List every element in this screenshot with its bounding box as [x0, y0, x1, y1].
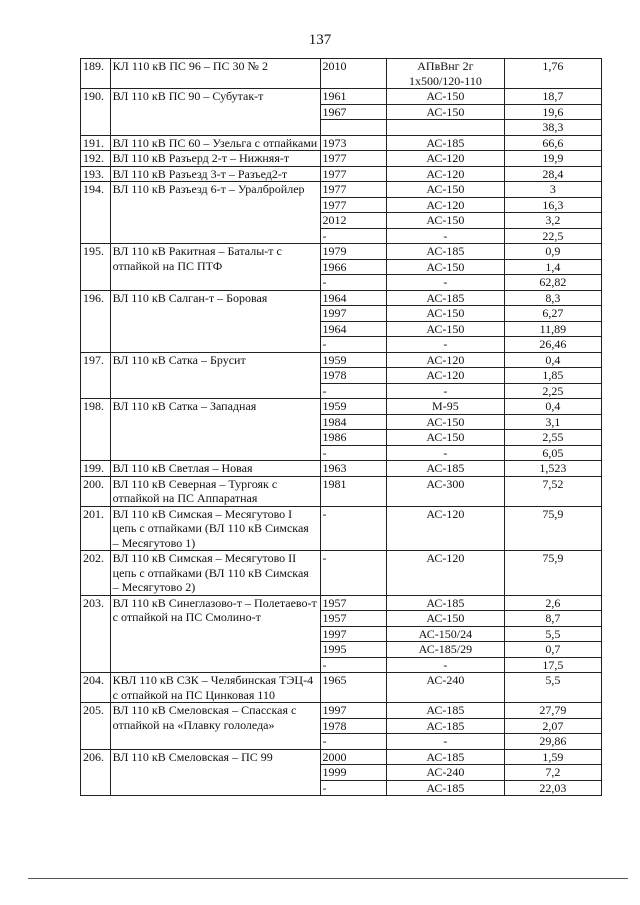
length-cell: 5,5 — [504, 626, 601, 642]
row-number: 200. — [81, 476, 111, 506]
table-row — [81, 703, 602, 719]
row-number: 193. — [81, 166, 111, 182]
wire-type-cell: - — [387, 734, 505, 750]
wire-type-cell: АС-150 — [387, 89, 505, 105]
table-row — [81, 89, 602, 105]
year-cell: 1963 — [320, 461, 387, 477]
year-cell: 1986 — [320, 430, 387, 446]
line-name: ВЛ 110 кВ ПС 60 – Узельга с отпайками — [110, 135, 320, 151]
year-cell: 1978 — [320, 718, 387, 734]
line-name: ВЛ 110 кВ Смеловская – ПС 99 — [110, 749, 320, 796]
table-body — [81, 59, 602, 796]
year-cell: - — [320, 780, 387, 796]
table-row — [81, 399, 602, 415]
row-number: 201. — [81, 506, 111, 551]
table-row — [81, 749, 602, 765]
year-cell: - — [320, 551, 387, 596]
length-cell: 0,7 — [504, 642, 601, 658]
line-name: ВЛ 110 кВ Салган-т – Боровая — [110, 290, 320, 352]
year-cell: 1984 — [320, 414, 387, 430]
year-cell: - — [320, 445, 387, 461]
year-cell: 1977 — [320, 166, 387, 182]
table-row — [81, 673, 602, 703]
length-cell: 26,46 — [504, 337, 601, 353]
length-cell: 3,1 — [504, 414, 601, 430]
year-cell: 1966 — [320, 259, 387, 275]
year-cell: 1959 — [320, 352, 387, 368]
year-cell: 1967 — [320, 104, 387, 120]
wire-type-cell: АС-150 — [387, 321, 505, 337]
row-number: 204. — [81, 673, 111, 703]
table-row — [81, 182, 602, 198]
length-cell: 22,5 — [504, 228, 601, 244]
table-row — [81, 461, 602, 477]
year-cell: 1978 — [320, 368, 387, 384]
year-cell: 1964 — [320, 290, 387, 306]
length-cell: 0,4 — [504, 399, 601, 415]
line-name: ВЛ 110 кВ Ракитная – Баталы-т с отпайкой на ПС ПТФ — [110, 244, 320, 291]
wire-type-cell: АС-185 — [387, 703, 505, 719]
line-name: КВЛ 110 кВ СЗК – Челябинская ТЭЦ-4 с отпайкой на ПС Цинковая 110 — [110, 673, 320, 703]
wire-type-cell: АС-120 — [387, 551, 505, 596]
row-number: 205. — [81, 703, 111, 750]
length-cell: 66,6 — [504, 135, 601, 151]
wire-type-cell — [387, 120, 505, 136]
year-cell: 1995 — [320, 642, 387, 658]
wire-type-cell: - — [387, 275, 505, 291]
length-cell: 29,86 — [504, 734, 601, 750]
year-cell: 1961 — [320, 89, 387, 105]
wire-type-cell: - — [387, 445, 505, 461]
year-cell: 1981 — [320, 476, 387, 506]
wire-type-cell: АС-185 — [387, 244, 505, 260]
length-cell: 3,2 — [504, 213, 601, 229]
year-cell: 1997 — [320, 626, 387, 642]
table-row — [81, 595, 602, 611]
year-cell: - — [320, 383, 387, 399]
row-number: 198. — [81, 399, 111, 461]
year-cell: 1959 — [320, 399, 387, 415]
table-row — [81, 59, 602, 89]
wire-type-cell: АС-185 — [387, 595, 505, 611]
length-cell: 1,59 — [504, 749, 601, 765]
year-cell: 1957 — [320, 611, 387, 627]
line-name: ВЛ 110 кВ Разъезд 6-т – Уралбройлер — [110, 182, 320, 244]
table-row — [81, 135, 602, 151]
power-lines-table — [80, 58, 602, 796]
wire-type-cell: АС-300 — [387, 476, 505, 506]
wire-type-cell: АС-120 — [387, 368, 505, 384]
year-cell: 1957 — [320, 595, 387, 611]
wire-type-cell: АС-150 — [387, 306, 505, 322]
table-row — [81, 244, 602, 260]
wire-type-cell: АС-150 — [387, 414, 505, 430]
wire-type-cell: - — [387, 657, 505, 673]
length-cell: 1,85 — [504, 368, 601, 384]
length-cell: 2,6 — [504, 595, 601, 611]
year-cell: - — [320, 228, 387, 244]
length-cell: 1,76 — [504, 59, 601, 89]
year-cell: - — [320, 734, 387, 750]
wire-type-cell: АС-120 — [387, 506, 505, 551]
year-cell: - — [320, 657, 387, 673]
year-cell: 1977 — [320, 197, 387, 213]
row-number: 194. — [81, 182, 111, 244]
row-number: 196. — [81, 290, 111, 352]
length-cell: 7,2 — [504, 765, 601, 781]
year-cell: - — [320, 506, 387, 551]
length-cell: 11,89 — [504, 321, 601, 337]
wire-type-cell: АС-185 — [387, 290, 505, 306]
length-cell: 75,9 — [504, 506, 601, 551]
row-number: 189. — [81, 59, 111, 89]
length-cell: 8,7 — [504, 611, 601, 627]
row-number: 206. — [81, 749, 111, 796]
row-number: 199. — [81, 461, 111, 477]
length-cell: 18,7 — [504, 89, 601, 105]
length-cell: 17,5 — [504, 657, 601, 673]
length-cell: 38,3 — [504, 120, 601, 136]
length-cell: 6,05 — [504, 445, 601, 461]
length-cell: 1,523 — [504, 461, 601, 477]
row-number: 202. — [81, 551, 111, 596]
line-name: ВЛ 110 кВ Смеловская – Спасская с отпайкой на «Плавку гололеда» — [110, 703, 320, 750]
length-cell: 2,07 — [504, 718, 601, 734]
length-cell: 22,03 — [504, 780, 601, 796]
wire-type-cell: АС-120 — [387, 151, 505, 167]
wire-type-cell: - — [387, 337, 505, 353]
length-cell: 19,9 — [504, 151, 601, 167]
wire-type-cell: АПвВнг 2г 1х500/120-110 — [387, 59, 505, 89]
line-name: ВЛ 110 кВ Северная – Тургояк с отпайкой на ПС Аппаратная — [110, 476, 320, 506]
length-cell: 16,3 — [504, 197, 601, 213]
wire-type-cell: АС-185 — [387, 135, 505, 151]
length-cell: 2,55 — [504, 430, 601, 446]
wire-type-cell: АС-185 — [387, 749, 505, 765]
wire-type-cell: АС-150 — [387, 104, 505, 120]
length-cell: 75,9 — [504, 551, 601, 596]
line-name: ВЛ 110 кВ Сатка – Брусит — [110, 352, 320, 399]
wire-type-cell: АС-185 — [387, 461, 505, 477]
wire-type-cell: АС-150 — [387, 430, 505, 446]
row-number: 203. — [81, 595, 111, 673]
line-name: ВЛ 110 кВ Симская – Месягутово I цепь с отпайками (ВЛ 110 кВ Симская – Месягутово 1) — [110, 506, 320, 551]
wire-type-cell: АС-185/29 — [387, 642, 505, 658]
line-name: КЛ 110 кВ ПС 96 – ПС 30 № 2 — [110, 59, 320, 89]
year-cell: 2000 — [320, 749, 387, 765]
line-name: ВЛ 110 кВ Синеглазово-т – Полетаево-т с отпайкой на ПС Смолино-т — [110, 595, 320, 673]
wire-type-cell: - — [387, 228, 505, 244]
year-cell: 2012 — [320, 213, 387, 229]
wire-type-cell: АС-150/24 — [387, 626, 505, 642]
wire-type-cell: АС-185 — [387, 718, 505, 734]
row-number: 192. — [81, 151, 111, 167]
table-row — [81, 151, 602, 167]
year-cell: 1973 — [320, 135, 387, 151]
length-cell: 1,4 — [504, 259, 601, 275]
wire-type-cell: АС-120 — [387, 352, 505, 368]
year-cell: 1977 — [320, 182, 387, 198]
wire-type-cell: АС-240 — [387, 673, 505, 703]
table-row — [81, 506, 602, 551]
row-number: 190. — [81, 89, 111, 136]
length-cell: 5,5 — [504, 673, 601, 703]
line-name: ВЛ 110 кВ Разъерд 2-т – Нижняя-т — [110, 151, 320, 167]
line-name: ВЛ 110 кВ Разъезд 3-т – Разъед2-т — [110, 166, 320, 182]
length-cell: 0,4 — [504, 352, 601, 368]
wire-type-cell: - — [387, 383, 505, 399]
year-cell: - — [320, 275, 387, 291]
wire-type-cell: АС-120 — [387, 166, 505, 182]
line-name: ВЛ 110 кВ Светлая – Новая — [110, 461, 320, 477]
length-cell: 3 — [504, 182, 601, 198]
wire-type-cell: АС-150 — [387, 611, 505, 627]
row-number: 197. — [81, 352, 111, 399]
bottom-rule — [28, 878, 628, 879]
length-cell: 28,4 — [504, 166, 601, 182]
wire-type-cell: АС-150 — [387, 259, 505, 275]
length-cell: 7,52 — [504, 476, 601, 506]
year-cell: 1997 — [320, 306, 387, 322]
year-cell: 1964 — [320, 321, 387, 337]
table-row — [81, 166, 602, 182]
row-number: 195. — [81, 244, 111, 291]
line-name: ВЛ 110 кВ Симская – Месягутово II цепь с отпайками (ВЛ 110 кВ Симская – Месягутово 2) — [110, 551, 320, 596]
line-name: ВЛ 110 кВ ПС 90 – Субутак-т — [110, 89, 320, 136]
year-cell: 1977 — [320, 151, 387, 167]
wire-type-cell: АС-185 — [387, 780, 505, 796]
table-row — [81, 290, 602, 306]
table-row — [81, 352, 602, 368]
year-cell: 1999 — [320, 765, 387, 781]
page-number: 137 — [308, 32, 332, 48]
wire-type-cell: АС-240 — [387, 765, 505, 781]
year-cell: 1979 — [320, 244, 387, 260]
year-cell: 2010 — [320, 59, 387, 89]
table-row — [81, 476, 602, 506]
wire-type-cell: АС-120 — [387, 197, 505, 213]
wire-type-cell: АС-150 — [387, 182, 505, 198]
length-cell: 27,79 — [504, 703, 601, 719]
year-cell: 1997 — [320, 703, 387, 719]
year-cell: 1965 — [320, 673, 387, 703]
length-cell: 2,25 — [504, 383, 601, 399]
line-name: ВЛ 110 кВ Сатка – Западная — [110, 399, 320, 461]
wire-type-cell: М-95 — [387, 399, 505, 415]
length-cell: 19,6 — [504, 104, 601, 120]
row-number: 191. — [81, 135, 111, 151]
length-cell: 0,9 — [504, 244, 601, 260]
length-cell: 6,27 — [504, 306, 601, 322]
year-cell — [320, 120, 387, 136]
length-cell: 8,3 — [504, 290, 601, 306]
length-cell: 62,82 — [504, 275, 601, 291]
table-row — [81, 551, 602, 596]
year-cell: - — [320, 337, 387, 353]
wire-type-cell: АС-150 — [387, 213, 505, 229]
